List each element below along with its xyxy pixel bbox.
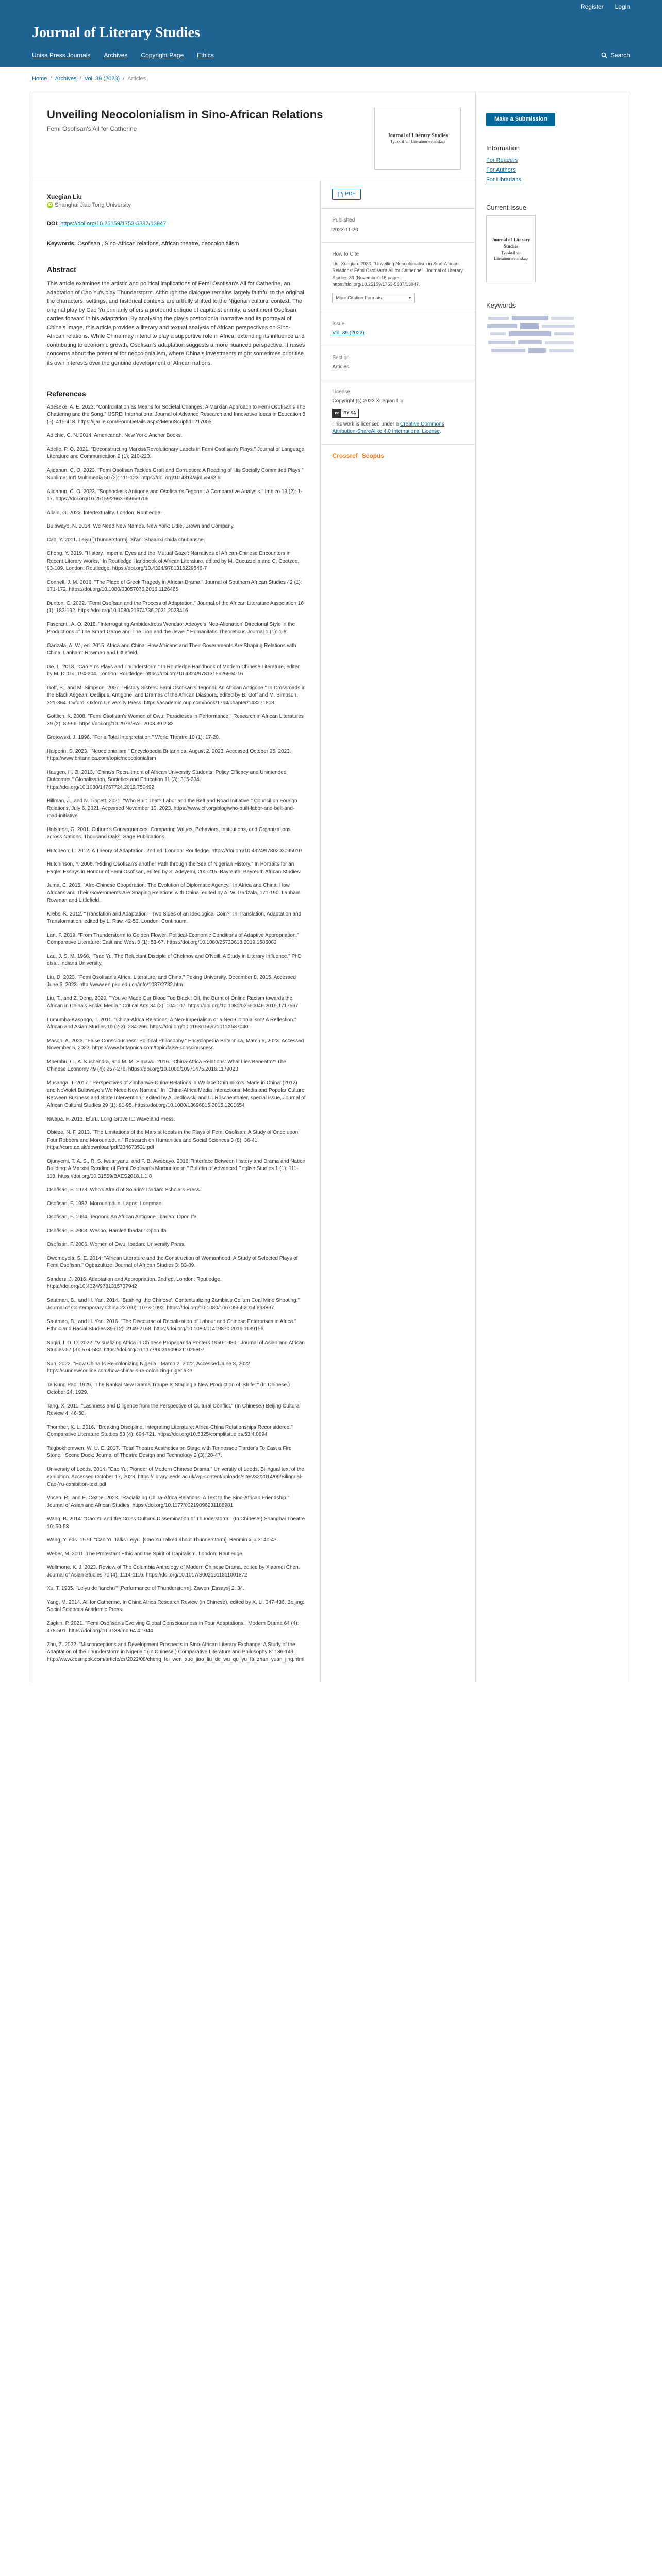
reference-item: Xu, T. 1935. "Leiyu de 'tanchu'" [Performance of Thunderstorm]. Zawen [Essays] 2: 34. [47,1586,244,1592]
doi-link[interactable]: https://doi.org/10.25159/1753-5387/13947 [60,221,167,227]
reference-item: Thornber, K. L. 2016. "Breaking Discipline, Integrating Literature: Africa-China Relationships Reconsidered." Comparative Literature Studies 53 (4): 694-721. https://doi.org/10.5325/complitstudies.53.4.0694 [47,1424,293,1438]
article-main [32,92,476,1682]
galley-block [321,180,475,209]
user-nav [0,0,662,14]
file-pdf-icon [338,192,343,197]
keywords [47,240,306,249]
reference-item: Osofisan, F. 1982. Morountodun. Lagos: Longman. [47,1200,163,1207]
citation-block [321,243,475,312]
content-layout [32,92,630,1682]
information-block [486,144,619,184]
chevron-down-icon: ▾ [408,295,411,300]
reference-item: Liu, T., and Z. Deng. 2020. "'You've Made Our Blood Too Black': Oil, the Burnt of Online Racism towards the African in China's Social Media." Critical Arts 34 (2): 104-107. https://doi.org/10.1080/02560046.2019.1717567 [47,995,299,1009]
nav-copyright-page[interactable]: Copyright Page [141,51,184,59]
reference-item: Adeseke, A. E. 2023. "Confrontation as Means for Societal Changes: A Marxian Approach to Femi Osofisan's The Chattering and the Song." IJSREI International Journal of Advance Research and Innovative Ideas in Education 8 (5): 415-418. https://ijariie.com/FormDetails.aspx?MenuScriptId=217005 [47,404,306,425]
pdf-label: PDF [345,191,356,197]
doi-label: DOI: [47,221,59,227]
keywords-label: Keywords: [47,241,76,247]
reference-item: Allain, G. 2022. Intertextuality. London: Routledge. [47,510,162,516]
license-label: License [332,388,350,395]
published-label: Published [332,217,355,224]
reference-item: Haugen, H. Ø. 2013. "China's Recruitment of African University Students: Policy Efficacy and Unintended Outcomes." Globalisation, Societies and Education 11 (3): 315-334. https://doi.org/10.1080/14767724.2012.750492 [47,769,287,790]
reference-item: Lan, F. 2019. "From Thunderstorm to Golden Flower: Political-Economic Conditions of Adaptive Appropriation." Comparative Literature: East and West 3 (1): 53-67. https://doi.org/10.1080/25723618.2019.1586082 [47,932,299,946]
reference-item: Dunton, C. 2022. "Femi Osofisan and the Process of Adaptation." Journal of the African Literature Association 16 (1): 182-192. https://doi.org/10.1080/21674736.2021.2023416 [47,600,304,614]
reference-item: Osofisan, F. 2006. Women of Owu. Ibadan: University Press. [47,1242,186,1248]
reference-item: Lau, J. S. M. 1966. "Tsao Yu, The Reluctant Disciple of Chekhov and O'Neill: A Study in Literary Influence." PhD diss., Indiana University. [47,953,302,967]
breadcrumb-separator: / [79,75,81,82]
link-for-librarians[interactable]: For Librarians [486,176,521,183]
article-header [32,92,475,180]
license-text-pre: This work is licensed under a [332,421,401,427]
reference-item: Krebs, K. 2012. "Translation and Adaptation—Two Sides of an Ideological Coin?" In Translation, Adaptation and Transformation, edited by L. Raw, 42-53. London: Continuum. [47,911,302,925]
citation-text: Liu, Xuegian. 2023. "Unveiling Neocolonialism in Sino-African Relations: Femi Osofisan's All for Catherine". Journal of Literary Studies 39 (November):16 pages. https://doi.org/10.25159/1753-5387/13947. [332,261,463,287]
breadcrumb [32,67,630,92]
reference-item: Hutcheon, L. 2012. A Theory of Adaptation. 2nd ed. London: Routledge. https://doi.org/10.4324/9780203095010 [47,848,302,854]
reference-item: Juma, C. 2015. "Afro-Chinese Cooperation: The Evolution of Diplomatic Agency." In Africa and China: How Africans and Their Governments Are Shaping Relations with China, edited by A. W. Gadzala, 171-190. Lanham: Rowman and Littlefield. [47,883,302,904]
reference-item: Vosen, R., and E. Cezne. 2023. "Racializing China-Africa Relations: A Text to the Sino-African Friendship." Journal of Asian and African Studies. https://doi.org/10.1177/00219096231188981 [47,1495,289,1509]
sidebar [476,92,630,1682]
nav-archives[interactable]: Archives [104,51,128,59]
reference-item: Ajidahun, C. O. 2023. "Sophocles's Antigone and Osofisan's Tegonni: A Comparative Analysis." Imbizo 13 (2): 1-17. https://doi.org/10.25159/2663-6565/9706 [47,488,303,502]
reference-item: Adichie, C. N. 2014. Americanah. New York: Anchor Books. [47,433,183,439]
reference-item: Sun, 2022. "How China Is Re-colonizing Nigeria." March 2, 2022. Accessed June 8, 2022. https://sunnewsonline.com/how-china-is-re-colonizing-nigeria-2/ [47,1361,252,1375]
keyword-cloud-graphic [486,314,579,360]
reference-item: Wang, Y. eds. 1979. "Cao Yu Talks Leiyu" [Cao Yu Talked about Thunderstorm]. Renmin xiju 3: 40-47. [47,1537,278,1544]
reference-item: Musanga, T. 2017. "Perspectives of Zimbabwe-China Relations in Wallace Chirumiko's 'Made in China' (2012) and NoViolet Bulawayo's We Need New Names." In "China-Africa Media Interactions: Media and Popular Culture Between Business and State Intervention," edited by A. Jedlowski and U. Röschenthaler, special issue, Journal of African Cultural Studies 29 (1): 81-95. https://doi.org/10.1080/13696815.2015.1201654 [47,1080,306,1109]
pdf-download-button[interactable] [332,189,361,200]
author-affiliation [47,201,306,210]
keywords-block [486,301,619,365]
reference-item: Osofisan, F. 2003. Wesoo, Hamlet! Ibadan: Opon Ifa. [47,1228,168,1234]
issue-block [321,312,475,346]
breadcrumb-home[interactable]: Home [32,75,47,82]
published-block [321,209,475,243]
page-footer [32,1682,630,1698]
reference-item: Adelle, P. O. 2021. "Deconstructing Marxist/Revolutionary Labels in Femi Osofisan's Plays." Journal of Language, Literature and Communication 2 (1): 210-223. [47,446,306,460]
indexing-logos [321,445,475,468]
article-title: Unveiling Neocolonialism in Sino-African Relations [47,108,323,121]
reference-item: Ge, L. 2018. "Cao Yu's Plays and Thunderstorm." In Routledge Handbook of Modern Chinese Literature, edited by M. D. Gu, 194-204. London: Routledge. https://doi.org/10.4324/9781315626994-16 [47,664,301,677]
article-details [321,180,475,1682]
link-for-readers[interactable]: For Readers [486,157,518,163]
license-link[interactable]: Creative Commons Attribution-ShareAlike 4.0 International License [332,421,444,435]
reference-item: Mason, A. 2023. "False Consciousness: Political Philosophy." Encyclopedia Britannica, March 6, 2023. Accessed November 5, 2023. https://www.britannica.com/topic/false-consciousness [47,1038,304,1052]
reference-item: Tsigbokhemwen, W. U. E. 2017. "Total Theatre Aesthetics on Stage with Tennessee Tiarder's To Cast a Fire Stone." Scene Dock: Journal of Theatre Design and Technology 2 (3): 28-47. [47,1445,292,1459]
reference-item: Tang, X. 2011. "Lashness and Diligence from the Perspective of Cultural Conflict." (In Chinese.) Beijing Cultural Review 4: 46-50. [47,1403,301,1417]
search-label: Search [610,51,630,59]
reference-item: Goff, B., and M. Simpson. 2007. "History Sisters: Femi Osofisan's Tegonni: An African Antigone." In Crossroads in the Black Aegean: Oedipus, Antigone, and Dramas of the African Diaspora, edited by B. Goff and M. Simpson, 321-364. Oxford: Oxford University Press. https://academic.oup.com/book/1794/chapter/143271803 [47,685,306,706]
reference-item: Lumumba-Kasongo, T. 2011. "China-Africa Relations: A Neo-Imperialism or a Neo-Colonialism? A Reflection." African and Asian Studies 10 (2-3): 234-266. https://doi.org/10.1163/156921011X587040 [47,1016,296,1030]
reference-item: Zhu, Z. 2022. "Misconceptions and Development Prospects in Sino-African Literary Exchange: A Study of the Adaptation of the Thunderstorm in Nigeria." (In Chinese.) Comparative Literature and Philosophy 8: 136-149. http://www.cesmpbk.com/article/cs/2022/08/cheng_fei_wen_xue_jiao_liu_de_wu_qu_yu_fa_zhan_yuan_jing.html [47,1641,305,1663]
nav-unisa-press-journals[interactable]: Unisa Press Journals [32,51,91,59]
reference-item: Weber, M. 2001. The Protestant Ethic and the Spirit of Capitalism. London: Routledge. [47,1551,244,1557]
section-block [321,346,475,380]
license-text-post: . [439,429,441,435]
orcid-icon[interactable]: iD [47,202,53,208]
nav-ethics[interactable]: Ethics [197,51,214,59]
section-value: Articles [332,364,350,370]
reference-item: Sautman, B., and H. Yan. 2016. "The Discourse of Racialization of Labour and Chinese Enterprises in Africa." Ethnic and Racial Studies 39 (12): 2149-2168. https://doi.org/10.1080/01419870.2016.1139156 [47,1318,296,1332]
cover-subtitle: Tydskrif vir Literatuurwetenskap [390,139,445,144]
reference-item: Osofisan, F. 1978. Who's Afraid of Solarin? Ibadan: Scholars Press. [47,1187,201,1193]
current-issue-block [486,203,619,283]
reference-item: Yang, M. 2014. All for Catherine. In China Africa Research Review (in Chinese), edited by X. Li, 347-436. Beijing: Social Sciences Academic Press. [47,1599,304,1613]
login-link[interactable]: Login [615,3,630,11]
breadcrumb-separator: / [50,75,52,82]
reference-item: Sautman, B., and H. Yan. 2014. "Bashing 'the Chinese': Contextualizing Zambia's Collum Coal Mine Shooting." Journal of Contemporary China 23 (90): 1073-1092. https://doi.org/10.1080/10670564.2014.898897 [47,1297,300,1311]
breadcrumb-separator: / [123,75,125,82]
make-submission-button[interactable]: Make a Submission [486,113,555,126]
article-subtitle: Femi Osofisan's All for Catherine [47,125,137,132]
reference-item: Grotowski, J. 1996. "For a Total Interpretation." World Theatre 10 (1): 17-20. [47,735,220,741]
reference-item: Osofisan, F. 1994. Tegonni: An African Antigone. Ibadan: Opon Ifa. [47,1214,198,1221]
reference-item: Gadzala, A. W., ed. 2015. Africa and China: How Africans and Their Governments Are Shaping Relations with China. Lanham: Rowman and Littlefield. [47,642,296,656]
copyright-text: Copyright (c) 2023 Xuegian Liu [332,398,404,404]
cite-label: How to Cite [332,251,359,258]
article-entry [32,180,321,1682]
scopus-logo[interactable]: Scopus [361,452,385,460]
keyword-cloud [486,314,579,365]
reference-item: Hofstede, G. 2001. Culture's Consequences: Comparing Values, Behaviors, Institutions, and Organizations across Nations. Thousand Oaks: Sage Publications. [47,826,291,840]
by-sa-icon: BY SA [343,410,356,415]
reference-item: Liu, D. 2023. "Femi Osofisan's Africa, Literature, and China." Peking University, December 8, 2015. Accessed June 6, 2023. http://www.en.pku.edu.cn/info/1037/2782.htm [47,974,296,988]
site-header [0,0,662,67]
section-label: Section [332,354,350,361]
reference-item: Göttlich, K. 2008. "Femi Osofisan's Women of Owu: Paradiesos in Performance." Research in African Literatures 39 (2): 82-96. https://doi.org/10.2979/RAL.2008.39.2.82 [47,714,304,727]
reference-item: Hillman, J., and N. Tippett. 2021. "Who Built That? Labor and the Belt and Road Initiative." Council on Foreign Relations, July 6, 2021. Accessed November 10, 2023. https://www.cfr.org/blog/who-built-labor-and-belt-and-road-initiative [47,798,297,819]
citation-format-label: More Citation Formats [336,295,382,300]
link-for-authors[interactable]: For Authors [486,166,516,173]
article-columns [32,180,475,1682]
reference-item: Ajidahun, C. O. 2023. "Femi Osofisan Tackles Graft and Corruption: A Reading of His Socially Committed Plays." Sublime: Int'l Multimedia 50 (2): 111-123. https://doi.org/10.4314/ajol.v50i2.6 [47,467,304,481]
reference-item: Zagkin, P. 2021. "Femi Osofisan's Evolving Global Consciousness in Four Adaptations." Modern Drama 64 (4): 478-501. https://doi.org/10.3138/md.64.4.1044 [47,1620,299,1634]
cc-license-badge[interactable] [332,409,358,418]
reference-item: Obieze, N. F. 2013. "The Limitations of the Marxist Ideals in the Plays of Femi Osofisan: A Study of Once upon Four Robbers and Morountodun." Research on Humanities and Social Sciences 3 (8): 36-41. https://core.ac.uk/download/pdf/234673531.pdf [47,1130,299,1151]
breadcrumb-current: Articles [127,75,146,82]
title-block [47,108,366,170]
keywords-heading: Keywords [486,301,516,310]
primary-nav [0,46,662,67]
reference-item: Bulawayo, N. 2014. We Need New Names. New York: Little, Brown and Company. [47,523,235,530]
reference-item: Hutchinson, Y. 2006. "Riding Osofisan's another Path through the Sea of Nigerian History." In Portraits for an Eagle: Essays in Honour of Femi Osofisan, edited by S. Adeyemi, 200-215. Bayreuth: Bayreuth African Studies. [47,861,302,875]
crossref-logo[interactable]: Crossref [332,452,358,460]
reference-item: Chong, Y. 2019. "History, Imperial Eyes and the 'Mutual Gaze': Narratives of African-Chinese Encounters in Recent Literary Works." In Routledge Handbook of African Literature, edited by M. Cucuzzella and C. Coetzee, 93-109. London: Routledge. https://doi.org/10.4324/9781315229546-7 [47,551,300,572]
breadcrumb-archives[interactable]: Archives [55,75,77,82]
reference-item: Cao, Y. 2011. Leiyu [Thunderstorm]. Xi'an: Shaanxi shida chubanshe. [47,537,205,543]
current-issue-heading: Current Issue [486,203,527,211]
issue-cover-title: Journal of Literary Studies [491,236,531,249]
current-issue-cover[interactable] [486,215,536,282]
reference-item: Nwapa, F. 2013. Efuru. Long Grove IL: Waveland Press. [47,1116,175,1122]
reference-item: Sugiri, I. D. O. 2022. "Visualizing Africa in Chinese Propaganda Posters 1950-1980." Journal of Asian and African Studies 57 (3): 574-582. https://doi.org/10.1177/00219096211025807 [47,1340,305,1353]
issue-link[interactable]: Vol. 39 (2023) [332,330,365,336]
reference-item: Halperin, S. 2023. "Neocolonialism." Encyclopedia Britannica, August 2, 2023. Accessed October 25, 2023. https://www.britannica.com/topic/neocolonialism [47,748,291,762]
reference-item: Mbembu, C., A. Kushendra, and M. M. Simawu. 2016. "China-Africa Relations: What Lies Beneath?" The Chinese Economy 49 (4): 257-276. https://doi.org/10.1080/10971475.2016.1179023 [47,1059,286,1073]
register-link[interactable]: Register [580,3,604,11]
issue-cover-subtitle: Tydskrif vir Literatuurwetenskap [494,250,528,261]
author-name: Xuegian Liu [47,193,82,200]
references-heading: References [47,389,86,398]
reference-item: Sanders, J. 2016. Adaptation and Appropriation. 2nd ed. London: Routledge. https://doi.org/10.4324/9781315737942 [47,1276,222,1290]
search-icon [601,52,607,58]
reference-item: Wang, B. 2014. "Cao Yu and the Cross-Cultural Dissemination of Thunderstorm." (In Chinese.) Shanghai Theatre 10: 50-53. [47,1516,305,1530]
reference-item: Ojunyemi, T. A. S., R. S. Iwuanyanu, and F. B. Awobayo. 2016. "Interface Between History and Drama and Nation Building: A Marxist Reading of Femi Osofisan's Morountodun." Bulletin of Advanced English Studies 1 (1): 111-118. https://doi.org/10.31559/BAES2018.1.1.8 [47,1158,306,1179]
journal-cover-thumbnail [374,108,461,170]
search-link[interactable] [601,51,630,60]
issue-label: Issue [332,320,345,327]
breadcrumb-issue[interactable]: Vol. 39 (2023) [84,75,120,82]
page-wrap [32,67,630,1698]
reference-item: Ta Kung Pao. 1929. "The Nankai New Drama Troupe Is Staging a New Production of 'Strife'." (In Chinese.) October 24, 1929. [47,1382,290,1396]
reference-item: Wellmone, K. J. 2023. Review of The Columbia Anthology of Modern Chinese Drama, edited by Xiaomei Chen. Journal of Asian Studies 70 (4): 1114-1116. https://doi.org/10.1017/S0021911811001872 [47,1565,300,1578]
published-date: 2023-11-20 [332,227,358,233]
reference-item: Connell, J. M. 2016. "The Place of Greek Tragedy in African Drama." Journal of Southern African Studies 42 (1): 171-172. https://doi.org/10.1080/03057070.2016.1126465 [47,579,302,593]
doi-line [47,220,306,228]
license-statement [332,421,464,436]
abstract-text: This article examines the artistic and political implications of Femi Osofisan's All for Catherine, an adaptation of Cao Yu's play Thunderstorm. Although the dialogue remains largely faithful to the original, the characters, settings, and historical contexts are artfully shifted to the Nigerian cultural context. The original play by Cao Yu primarily offers a profound critique of capitalist enmity, a sentiment Osofisan carries forward in his adaptation. By analysing the play's postcolonial narrative and its portrayal of China's image, this article provides a literary and textual analysis of African perspectives on Sino-African relations. While China may intend to play a supportive role in Africa, extending its influence and contributing to economic growth, Osofisan's adaptation suggests a more nuanced perspective. It raises concerns about the potential for neocolonialism, where China's investments might sometimes prioritise its own interests over the genuine development of African nations. [47,281,306,366]
cover-title: Journal of Literary Studies [387,132,448,139]
site-brand[interactable]: Journal of Literary Studies [32,25,200,41]
keywords-text: Osofisan , Sino-African relations, African theatre, neocolonialism [77,241,239,247]
reference-item: Owomoyela, S. E. 2014. "African Literature and the Construction of Womanhood: A Study of Selected Plays of Femi Osofisan." Ogbazuluze: Journal of African Studies 3: 83-89. [47,1255,298,1269]
abstract-heading: Abstract [47,265,76,274]
reference-item: University of Leeds. 2014. "Cao Yu: Pioneer of Modern Chinese Drama." University of Leeds, Bilingual text of the exhibition. Accessed October 17, 2023. https://library.leeds.ac.uk/wp-content/uploads/sites/32/2014/09/Bilingual-Cao-Yu-exhibition-text.pdf [47,1466,304,1487]
reference-item: Fasoranti, A. O. 2018. "Interrogating Ambidextrous Wendsor Adeoye's 'Neo-Alienation' Directorial Style in the Productions of The Smart Game and The Lion and the Jewel." Humanitatis Theoreticus Journal 1 (1): 1-8. [47,621,295,635]
cc-icon: cc [333,409,341,417]
references-list [47,404,306,1664]
license-block [321,380,475,445]
citation-format-dropdown[interactable] [332,293,415,303]
information-heading: Information [486,144,520,152]
affiliation-text: Shanghai Jiao Tong University [55,202,131,209]
